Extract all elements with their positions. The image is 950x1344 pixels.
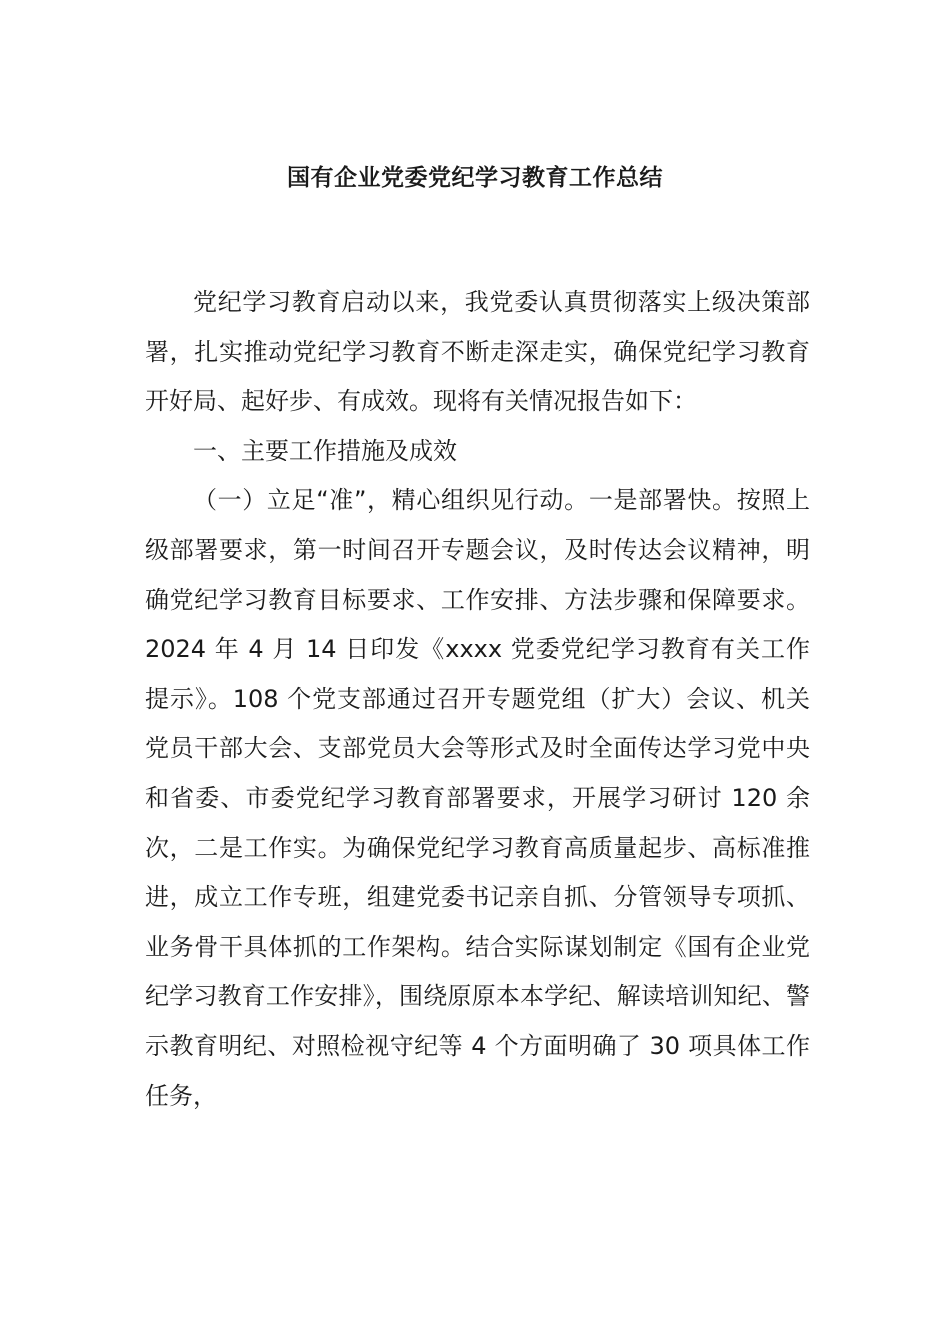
- section-heading: 一、主要工作措施及成效: [193, 436, 457, 465]
- document-title: 国有企业党委党纪学习教育工作总结: [287, 165, 663, 191]
- paragraph-intro: 党纪学习教育启动以来，我党委认真贯彻落实上级决策部署，扎实推动党纪学习教育不断走深走实，确保党纪学习教育开好局、起好步、有成效。现将有关情况报告如下：: [145, 288, 810, 416]
- document-body: [145, 278, 810, 1121]
- paragraph-section-one: （一）立足“准”，精心组织见行动。一是部署快。按照上级部署要求，第一时间召开专题会议，及时传达会议精神，明确党纪学习教育目标要求、工作安排、方法步骤和保障要求。2024 年 4 月 14 日印发《xxxx 党委党纪学习教育有关工作提示》。108 个党支部通过召开专题党组（扩大）会议、机关党员干部大会、支部党员大会等形式及时全面传达学习党中央和省委、市委党纪学习教育部署要求，开展学习研讨 120 余次，二是工作实。为确保党纪学习教育高质量起步、高标准推进，成立工作专班，组建党委书记亲自抓、分管领导专项抓、业务骨干具体抓的工作架构。结合实际谋划制定《国有企业党纪学习教育工作安排》，围绕原原本本学纪、解读培训知纪、警示教育明纪、对照检视守纪等 4 个方面明确了 30 项具体工作任务，: [145, 486, 810, 1110]
